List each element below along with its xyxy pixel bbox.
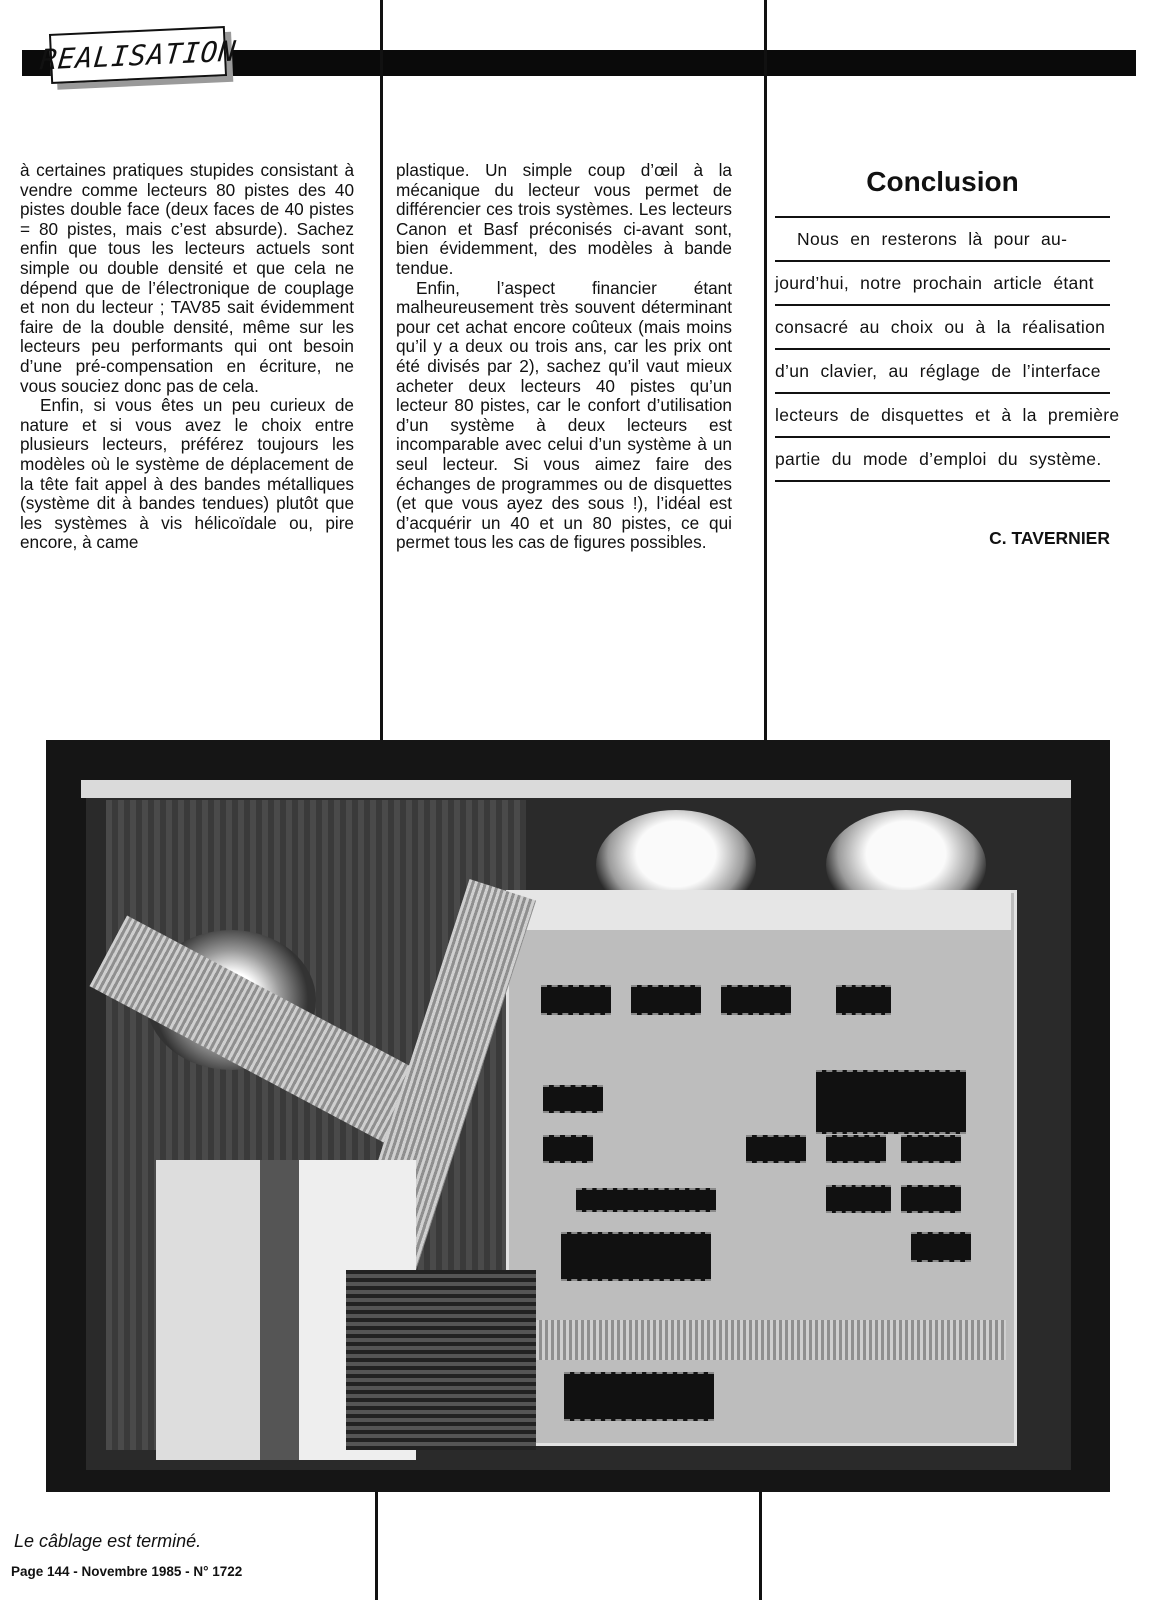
ic-chip: [911, 1232, 971, 1262]
conclusion-line: jourd’hui, notre prochain article étant: [775, 260, 1110, 304]
conclusion-title: Conclusion: [866, 166, 1019, 197]
section-label-box: [38, 26, 238, 84]
paragraph: à certaines pratiques stupides consistant à vendre comme lecteurs 80 pistes des 40 pistes double face (deux faces de 40 pistes = 80 pistes, mais c’est absurde). Sachez enfin que tous les lecteurs actuels sont simple ou double densité et que cela ne dépend que de l’électronique de couplage et non du lecteur ; TAV85 sait évidemment faire de la double densité, même sur les lecteurs peu performants qui ont besoin d’une pré-compensation en écriture, ne vous souciez donc pas de cela.: [20, 160, 354, 396]
ic-chip: [901, 1135, 961, 1163]
ic-chip: [901, 1185, 961, 1213]
ic-chip-large: [564, 1372, 714, 1421]
ic-chip: [836, 985, 891, 1015]
ic-chip: [631, 985, 701, 1015]
enclosure-lip: [81, 780, 1071, 798]
article-column-2: [396, 161, 732, 553]
column-divider-2-lower: [759, 1480, 762, 1600]
article-photo: [46, 740, 1110, 1492]
article-column-1: [20, 161, 354, 553]
ic-chip: [721, 985, 791, 1015]
conclusion-rule: [775, 480, 1110, 482]
paragraph: Enfin, si vous êtes un peu curieux de nature et si vous avez le choix entre plusieurs lecteurs, préférez toujours les modèles où le système de déplacement de la tête fait appel à des bandes métalliques (système dit à bandes tendues) plutôt que les systèmes à vis hélicoïdale ou, pire encore, à came: [20, 395, 354, 553]
conclusion-box: [775, 160, 1120, 549]
ic-chip: [541, 985, 611, 1015]
section-label: REALISATION: [38, 33, 238, 77]
ic-chip: [746, 1135, 806, 1163]
photo-caption: Le câblage est terminé.: [14, 1531, 202, 1551]
ic-chip: [543, 1135, 593, 1163]
conclusion-line: d’un clavier, au réglage de l’interface: [775, 348, 1110, 392]
ic-chip: [543, 1085, 603, 1113]
ic-chip: [826, 1135, 886, 1163]
paragraph: plastique. Un simple coup d’œil à la mécanique du lecteur vous permet de différencier ces trois systèmes. Les lecteurs Canon et Basf préconisés ci-avant sont, bien évidemment, des modèles à bande tendue.: [396, 160, 732, 278]
conclusion-line: consacré au choix ou à la réalisation: [775, 304, 1110, 348]
prototype-board: [346, 1270, 536, 1450]
conclusion-line: lecteurs de disquettes et à la première: [775, 392, 1110, 436]
conclusion-line: partie du mode d’emploi du système.: [775, 436, 1110, 480]
ic-chip: [826, 1185, 891, 1213]
page-footer: Page 144 - Novembre 1985 - N° 1722: [11, 1564, 243, 1579]
paragraph: Enfin, l’aspect financier étant malheureusement très souvent déterminant pour cet achat encore coûteux (mais moins qu’il y a deux ou trois ans, car les prix ont été divisés par 2), sachez qu’il vaut mieux acheter deux lecteurs 40 pistes qu’un lecteur 80 pistes, car le confort d’utilisation d’un système à deux lecteurs est incomparable avec celui d’un système à un seul lecteur. Si vous aimez faire des échanges de programmes ou de disquettes (et que vous ayez des sous !), l’idéal est d’acquérir un 40 et un 80 pistes, ce qui permet tous les cas de figures possibles.: [396, 277, 732, 553]
controller-board: [506, 890, 1017, 1446]
column-divider-1-lower: [375, 1480, 378, 1600]
ic-chip: [576, 1188, 716, 1212]
column-divider-2: [764, 0, 767, 755]
conclusion-line: Nous en resterons là pour au-: [775, 216, 1110, 260]
column-divider-1: [380, 0, 383, 755]
ic-chip-large: [816, 1070, 966, 1134]
ribbon-cable: [476, 1320, 1006, 1360]
ic-chip-large: [561, 1232, 711, 1281]
author-signature: C. TAVERNIER: [989, 528, 1110, 548]
board-edge: [506, 890, 1011, 930]
